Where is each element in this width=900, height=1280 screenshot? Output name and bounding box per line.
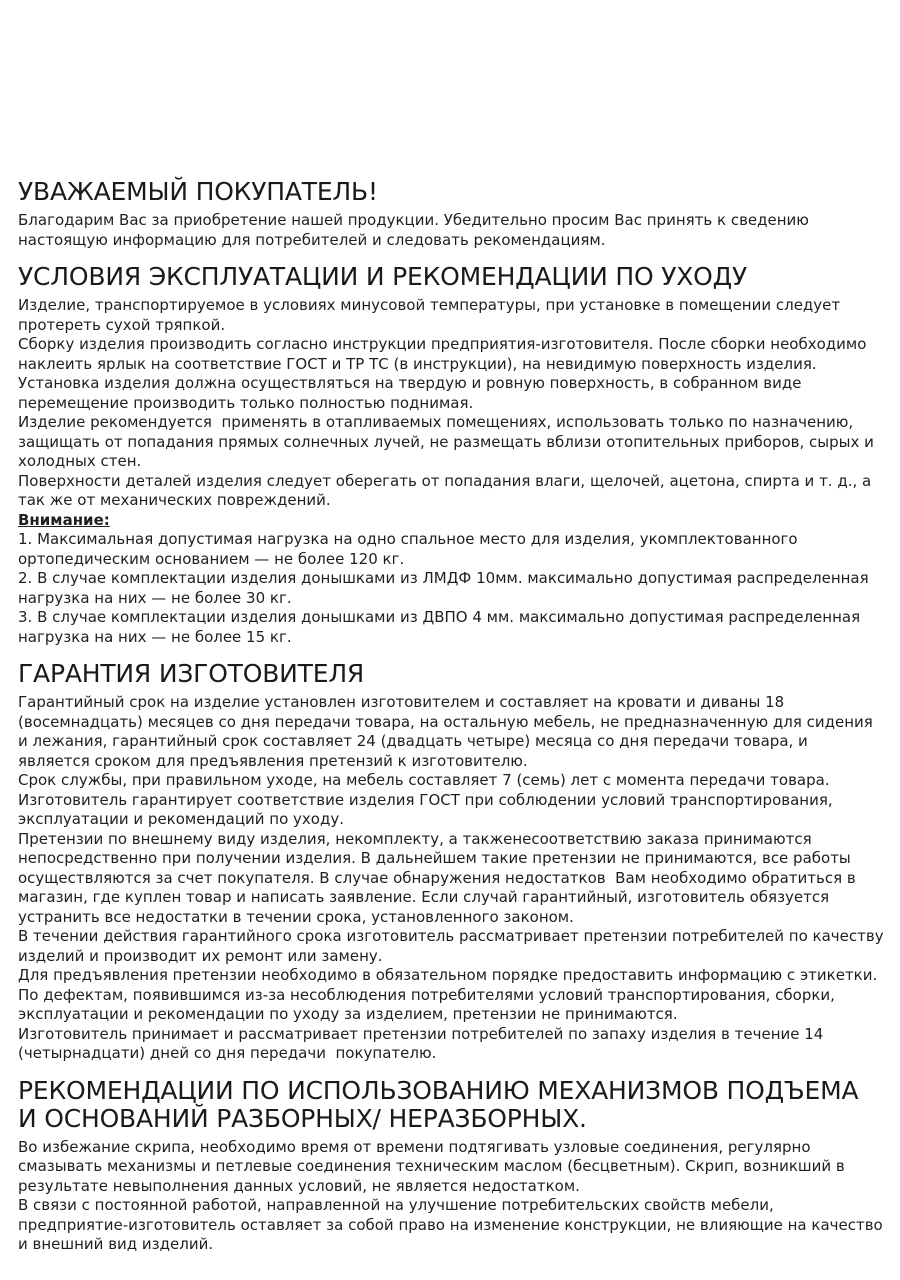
attention-item: 3. В случае комплектации изделия донышками из ДВПО 4 мм. максимально допустимая распределенная нагрузка на них — не более 15 кг. xyxy=(18,608,865,646)
section-care xyxy=(18,263,884,647)
warranty-paragraph: По дефектам, появившимся из-за несоблюдения потребителями условий транспортирования, сборки, эксплуатации и рекомендации по уходу за изделием, претензии не принимаются. xyxy=(18,985,840,1023)
section-warranty xyxy=(18,659,889,1064)
warranty-heading: ГАРАНТИЯ ИЗГОТОВИТЕЛЯ xyxy=(18,659,365,688)
care-paragraph: Изделие рекомендуется применять в отапливаемых помещениях, использовать только по назначению, защищать от попадания прямых солнечных лучей, не размещать вблизи отопительных приборов, сырых и холодных стен. xyxy=(18,413,879,470)
warranty-paragraph: Срок службы, при правильном уходе, на мебель составляет 7 (семь) лет с момента передачи товара. xyxy=(18,771,830,789)
greeting-paragraph: Благодарим Вас за приобретение нашей продукции. Убедительно просим Вас принять к сведению настоящую информацию для потребителей и следовать рекомендациям. xyxy=(18,211,814,249)
care-paragraph: Сборку изделия производить согласно инструкции предприятия-изготовителя. После сборки необходимо наклеить ярлык на соответствие ГОСТ и ТР ТС (в инструкции), на невидимую поверхность изделия. xyxy=(18,335,872,373)
warranty-paragraph: Изготовитель гарантирует соответствие изделия ГОСТ при соблюдении условий транспортирования, эксплуатации и рекомендаций по уходу. xyxy=(18,790,838,828)
mechanisms-heading xyxy=(18,1077,884,1133)
mechanisms-heading-line: И ОСНОВАНИЙ РАЗБОРНЫХ/ НЕРАЗБОРНЫХ. xyxy=(18,1103,587,1133)
warranty-paragraph: Претензии по внешнему виду изделия, некомплекту, а такженесоответствию заказа принимаются непосредственно при получении изделия. В дальнейшем такие претензии не принимаются, все работы осуществляются за счет покупателя. В случае обнаружения недостатков Вам необходимо обратиться в магазин, где куплен товар и написать заявление. Если случай гарантийный, изготовитель обязуется устранить все недостатки в течении срока, установленного законом. xyxy=(18,829,861,926)
care-paragraph: Изделие, транспортируемое в условиях минусовой температуры, при установке в помещении следует протереть сухой тряпкой. xyxy=(18,296,845,334)
section-mechanisms xyxy=(18,1075,888,1255)
care-paragraph: Поверхности деталей изделия следует оберегать от попадания влаги, щелочей, ацетона, спирта и т. д., а так же от механических повреждений. xyxy=(18,471,876,509)
mechanisms-paragraph: Во избежание скрипа, необходимо время от времени подтягивать узловые соединения, регулярно смазывать механизмы и петлевые соединения техническим маслом (бесцветным). Скрип, возникший в результате невыполнения данных условий, не является недостатком. xyxy=(18,1137,850,1195)
attention-item: 2. В случае комплектации изделия донышками из ЛМДФ 10мм. максимально допустимая распределенная нагрузка на них — не более 30 кг. xyxy=(18,569,874,607)
warranty-paragraph: Для предъявления претензии необходимо в обязательном порядке предоставить информацию с этикетки. xyxy=(18,966,878,984)
attention-item: 1. Максимальная допустимая нагрузка на одно спальное место для изделия, укомплектованного ортопедическим основанием — не более 120 кг. xyxy=(18,530,803,568)
warranty-paragraph: Гарантийный срок на изделие установлен изготовителем и составляет на кровати и диваны 18 (восемнадцать) месяцев со дня передачи товара, на остальную мебель, не предназначенную для сидения и лежания, гарантийный срок составляет 24 (двадцать четыре) месяца со дня передачи товара, и является сроком для предъявления претензий к изготовителю. xyxy=(18,693,878,770)
mechanisms-paragraph: В связи с постоянной работой, направленной на улучшение потребительских свойств мебели, предприятие-изготовитель оставляет за собой право на изменение конструкции, не влияющие на качество и внешний вид изделий. xyxy=(18,1196,888,1253)
attention-label: Внимание: xyxy=(18,510,110,529)
greeting-heading: УВАЖАЕМЫЙ ПОКУПАТЕЛЬ! xyxy=(18,177,378,206)
care-heading: УСЛОВИЯ ЭКСПЛУАТАЦИИ И РЕКОМЕНДАЦИИ ПО УХОДУ xyxy=(18,262,747,291)
care-paragraph: Установка изделия должна осуществляться на твердую и ровную поверхность, в собранном виде перемещение производить только полностью поднимая. xyxy=(18,374,807,412)
mechanisms-heading-line: РЕКОМЕНДАЦИИ ПО ИСПОЛЬЗОВАНИЮ МЕХАНИЗМОВ ПОДЪЕМА xyxy=(18,1075,859,1105)
section-greeting xyxy=(18,178,884,250)
warranty-paragraph: В течении действия гарантийного срока изготовитель рассматривает претензии потребителей по качеству изделий и производит их ремонт или замену. xyxy=(18,927,889,965)
warranty-paragraph: Изготовитель принимает и рассматривает претензии потребителей по запаху изделия в течение 14 (четырнадцати) дней со дня передачи покупателю. xyxy=(18,1024,829,1062)
